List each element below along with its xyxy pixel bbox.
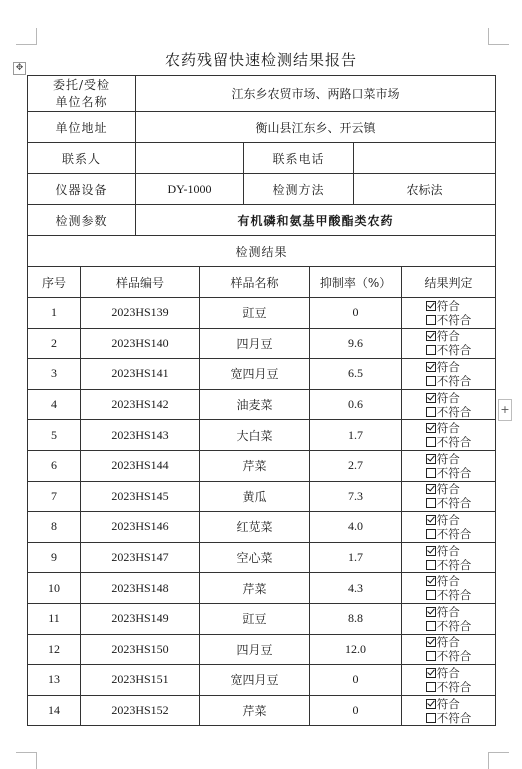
row-sample-name[interactable]: 大白菜 <box>200 420 310 451</box>
judgement-option-label: 不符合 <box>436 404 472 419</box>
judgement-pass-option[interactable] <box>426 360 472 374</box>
row-sample-code[interactable]: 2023HS139 <box>81 298 200 329</box>
row-judgement <box>402 634 496 665</box>
instrument-value[interactable]: DY-1000 <box>136 174 244 205</box>
row-sample-name[interactable]: 豇豆 <box>200 298 310 329</box>
unchecked-box-icon[interactable] <box>426 345 436 355</box>
judgement-option-label: 符合 <box>436 512 460 527</box>
row-sample-name[interactable]: 豇豆 <box>200 603 310 634</box>
row-sample-name[interactable]: 四月豆 <box>200 634 310 665</box>
row-sample-code[interactable]: 2023HS144 <box>81 450 200 481</box>
table-row <box>28 634 496 665</box>
judgement-fail-option[interactable] <box>426 619 472 633</box>
judgement-pass-option[interactable] <box>426 605 472 619</box>
judgement-option-label: 符合 <box>436 298 460 313</box>
crop-mark-top-right <box>488 28 509 45</box>
judgement-pass-option[interactable] <box>426 391 472 405</box>
unchecked-box-icon[interactable] <box>426 682 436 692</box>
judgement-fail-option[interactable] <box>426 374 472 388</box>
unchecked-box-icon[interactable] <box>426 498 436 508</box>
judgement-option-label: 符合 <box>436 665 460 680</box>
row-no[interactable]: 2 <box>28 328 81 359</box>
row-no[interactable]: 13 <box>28 665 81 696</box>
checked-box-icon[interactable] <box>426 576 436 586</box>
judgement-option-label: 符合 <box>436 574 460 589</box>
row-no[interactable]: 12 <box>28 634 81 665</box>
judgement-option-label: 符合 <box>436 359 460 374</box>
table-row <box>28 512 496 543</box>
row-sample-code[interactable]: 2023HS146 <box>81 512 200 543</box>
judgement-option-label: 不符合 <box>436 373 472 388</box>
contact-label: 联系人 <box>28 143 136 174</box>
judgement-fail-option[interactable] <box>426 343 472 357</box>
table-row <box>28 328 496 359</box>
row-judgement <box>402 359 496 390</box>
row-no[interactable]: 1 <box>28 298 81 329</box>
contact-value[interactable] <box>136 143 244 174</box>
judgement-pass-option[interactable] <box>426 666 472 680</box>
instrument-label: 仪器设备 <box>28 174 136 205</box>
column-header-row <box>28 267 496 298</box>
judgement-option-label: 不符合 <box>436 343 472 358</box>
row-no[interactable]: 4 <box>28 389 81 420</box>
row-no[interactable]: 7 <box>28 481 81 512</box>
checked-box-icon[interactable] <box>426 515 436 525</box>
row-sample-code[interactable]: 2023HS142 <box>81 389 200 420</box>
row-judgement <box>402 603 496 634</box>
unchecked-box-icon[interactable] <box>426 407 436 417</box>
client-label <box>28 76 136 112</box>
row-inhibition-rate[interactable]: 12.0 <box>310 634 402 665</box>
row-sample-name[interactable]: 四月豆 <box>200 328 310 359</box>
row-sample-name[interactable]: 空心菜 <box>200 542 310 573</box>
param-value[interactable]: 有机磷和氨基甲酸酯类农药 <box>136 205 496 236</box>
row-judgement <box>402 298 496 329</box>
row-sample-name[interactable]: 黄瓜 <box>200 481 310 512</box>
add-column-icon[interactable]: + <box>498 399 512 421</box>
judgement-fail-option[interactable] <box>426 435 472 449</box>
judgement-pass-option[interactable] <box>426 329 472 343</box>
unchecked-box-icon[interactable] <box>426 529 436 539</box>
row-sample-code[interactable]: 2023HS147 <box>81 542 200 573</box>
row-judgement <box>402 695 496 726</box>
judgement-fail-option[interactable] <box>426 649 472 663</box>
row-inhibition-rate[interactable]: 6.5 <box>310 359 402 390</box>
col-header-name: 样品名称 <box>200 267 310 298</box>
row-inhibition-rate[interactable]: 0 <box>310 298 402 329</box>
checked-box-icon[interactable] <box>426 607 436 617</box>
unchecked-box-icon[interactable] <box>426 713 436 723</box>
judgement-pass-option[interactable] <box>426 697 472 711</box>
checked-box-icon[interactable] <box>426 484 436 494</box>
table-move-handle-icon[interactable]: ✥ <box>13 62 26 75</box>
row-inhibition-rate[interactable]: 4.0 <box>310 512 402 543</box>
row-judgement <box>402 665 496 696</box>
col-header-result: 结果判定 <box>402 267 496 298</box>
phone-label: 联系电话 <box>244 143 354 174</box>
unchecked-box-icon[interactable] <box>426 437 436 447</box>
row-no[interactable]: 9 <box>28 542 81 573</box>
checked-box-icon[interactable] <box>426 331 436 341</box>
checked-box-icon[interactable] <box>426 637 436 647</box>
row-sample-code[interactable]: 2023HS145 <box>81 481 200 512</box>
row-sample-name[interactable]: 油麦菜 <box>200 389 310 420</box>
table-row <box>28 542 496 573</box>
judgement-option-label: 符合 <box>436 451 460 466</box>
row-inhibition-rate[interactable]: 7.3 <box>310 481 402 512</box>
row-inhibition-rate[interactable]: 9.6 <box>310 328 402 359</box>
address-row <box>28 112 496 143</box>
row-judgement <box>402 420 496 451</box>
unchecked-box-icon[interactable] <box>426 468 436 478</box>
checked-box-icon[interactable] <box>426 546 436 556</box>
judgement-option-label: 符合 <box>436 696 460 711</box>
row-inhibition-rate[interactable]: 1.7 <box>310 420 402 451</box>
judgement-option-label: 不符合 <box>436 435 472 450</box>
row-sample-name[interactable]: 芹菜 <box>200 695 310 726</box>
checked-box-icon[interactable] <box>426 668 436 678</box>
row-no[interactable]: 6 <box>28 450 81 481</box>
row-inhibition-rate[interactable]: 8.8 <box>310 603 402 634</box>
row-no[interactable]: 3 <box>28 359 81 390</box>
client-label-line1: 委托/受检 <box>52 77 111 92</box>
client-value[interactable]: 江东乡农贸市场、两路口菜市场 <box>136 76 496 112</box>
unchecked-box-icon[interactable] <box>426 376 436 386</box>
judgement-option-label: 不符合 <box>436 526 472 541</box>
judgement-option-label: 不符合 <box>436 649 472 664</box>
unchecked-box-icon[interactable] <box>426 590 436 600</box>
method-label: 检测方法 <box>244 174 354 205</box>
judgement-fail-option[interactable] <box>426 466 472 480</box>
results-heading-row <box>28 236 496 267</box>
row-inhibition-rate[interactable]: 4.3 <box>310 573 402 604</box>
judgement-option-label: 不符合 <box>436 312 472 327</box>
unchecked-box-icon[interactable] <box>426 560 436 570</box>
checked-box-icon[interactable] <box>426 301 436 311</box>
judgement-option-label: 不符合 <box>436 588 472 603</box>
judgement-option-label: 符合 <box>436 421 460 436</box>
row-judgement <box>402 542 496 573</box>
judgement-option-label: 符合 <box>436 329 460 344</box>
judgement-option-label: 不符合 <box>436 710 472 725</box>
row-no[interactable]: 8 <box>28 512 81 543</box>
table-row <box>28 298 496 329</box>
col-header-code: 样品编号 <box>81 267 200 298</box>
judgement-fail-option[interactable] <box>426 527 472 541</box>
row-no[interactable]: 10 <box>28 573 81 604</box>
row-judgement <box>402 389 496 420</box>
judgement-pass-option[interactable] <box>426 452 472 466</box>
row-no[interactable]: 14 <box>28 695 81 726</box>
judgement-pass-option[interactable] <box>426 482 472 496</box>
unchecked-box-icon[interactable] <box>426 651 436 661</box>
row-sample-name[interactable]: 芹菜 <box>200 450 310 481</box>
row-sample-code[interactable]: 2023HS150 <box>81 634 200 665</box>
judgement-pass-option[interactable] <box>426 513 472 527</box>
row-judgement <box>402 481 496 512</box>
instrument-row <box>28 174 496 205</box>
address-value[interactable]: 衡山县江东乡、开云镇 <box>136 112 496 143</box>
phone-value[interactable] <box>354 143 496 174</box>
row-sample-name[interactable]: 宽四月豆 <box>200 665 310 696</box>
table-row <box>28 481 496 512</box>
crop-mark-bottom-left <box>16 752 37 769</box>
checked-box-icon[interactable] <box>426 393 436 403</box>
judgement-fail-option[interactable] <box>426 558 472 572</box>
report-title: 农药残留快速检测结果报告 <box>164 51 357 69</box>
client-label-line2: 单位名称 <box>55 94 108 109</box>
judgement-pass-option[interactable] <box>426 574 472 588</box>
row-sample-code[interactable]: 2023HS141 <box>81 359 200 390</box>
judgement-fail-option[interactable] <box>426 588 472 602</box>
judgement-pass-option[interactable] <box>426 299 472 313</box>
row-sample-name[interactable]: 宽四月豆 <box>200 359 310 390</box>
table-row <box>28 695 496 726</box>
judgement-option-label: 不符合 <box>436 557 472 572</box>
row-judgement <box>402 512 496 543</box>
table-row <box>28 603 496 634</box>
row-no[interactable]: 5 <box>28 420 81 451</box>
row-judgement <box>402 573 496 604</box>
row-sample-code[interactable]: 2023HS148 <box>81 573 200 604</box>
judgement-option-label: 符合 <box>436 604 460 619</box>
table-row <box>28 450 496 481</box>
unchecked-box-icon[interactable] <box>426 621 436 631</box>
crop-mark-bottom-right <box>488 752 509 769</box>
row-sample-name[interactable]: 红苋菜 <box>200 512 310 543</box>
checked-box-icon[interactable] <box>426 699 436 709</box>
results-heading: 检测结果 <box>28 236 496 267</box>
col-header-rate: 抑制率（%） <box>310 267 402 298</box>
judgement-option-label: 符合 <box>436 635 460 650</box>
row-no[interactable]: 11 <box>28 603 81 634</box>
row-sample-code[interactable]: 2023HS143 <box>81 420 200 451</box>
row-sample-name[interactable]: 芹菜 <box>200 573 310 604</box>
address-label: 单位地址 <box>28 112 136 143</box>
judgement-fail-option[interactable] <box>426 496 472 510</box>
row-inhibition-rate[interactable]: 0 <box>310 695 402 726</box>
judgement-option-label: 不符合 <box>436 679 472 694</box>
judgement-fail-option[interactable] <box>426 680 472 694</box>
crop-mark-top-left <box>16 28 37 45</box>
table-row <box>28 665 496 696</box>
judgement-fail-option[interactable] <box>426 711 472 725</box>
row-judgement <box>402 328 496 359</box>
report-table <box>27 75 496 726</box>
checked-box-icon[interactable] <box>426 423 436 433</box>
judgement-option-label: 符合 <box>436 390 460 405</box>
method-value[interactable]: 农标法 <box>354 174 496 205</box>
judgement-option-label: 不符合 <box>436 496 472 511</box>
table-row <box>28 573 496 604</box>
param-row <box>28 205 496 236</box>
client-row <box>28 76 496 112</box>
judgement-option-label: 不符合 <box>436 465 472 480</box>
row-sample-code[interactable]: 2023HS140 <box>81 328 200 359</box>
table-row <box>28 389 496 420</box>
judgement-pass-option[interactable] <box>426 421 472 435</box>
unchecked-box-icon[interactable] <box>426 315 436 325</box>
row-inhibition-rate[interactable]: 0 <box>310 665 402 696</box>
judgement-option-label: 符合 <box>436 482 460 497</box>
checked-box-icon[interactable] <box>426 454 436 464</box>
checked-box-icon[interactable] <box>426 362 436 372</box>
judgement-option-label: 不符合 <box>436 618 472 633</box>
judgement-fail-option[interactable] <box>426 313 472 327</box>
row-inhibition-rate[interactable]: 1.7 <box>310 542 402 573</box>
judgement-pass-option[interactable] <box>426 544 472 558</box>
col-header-no: 序号 <box>28 267 81 298</box>
row-judgement <box>402 450 496 481</box>
contact-row <box>28 143 496 174</box>
table-row <box>28 420 496 451</box>
row-inhibition-rate[interactable]: 0.6 <box>310 389 402 420</box>
table-row <box>28 359 496 390</box>
row-sample-code[interactable]: 2023HS149 <box>81 603 200 634</box>
param-label: 检测参数 <box>28 205 136 236</box>
row-inhibition-rate[interactable]: 2.7 <box>310 450 402 481</box>
judgement-fail-option[interactable] <box>426 405 472 419</box>
row-sample-code[interactable]: 2023HS151 <box>81 665 200 696</box>
row-sample-code[interactable]: 2023HS152 <box>81 695 200 726</box>
judgement-pass-option[interactable] <box>426 635 472 649</box>
judgement-option-label: 符合 <box>436 543 460 558</box>
